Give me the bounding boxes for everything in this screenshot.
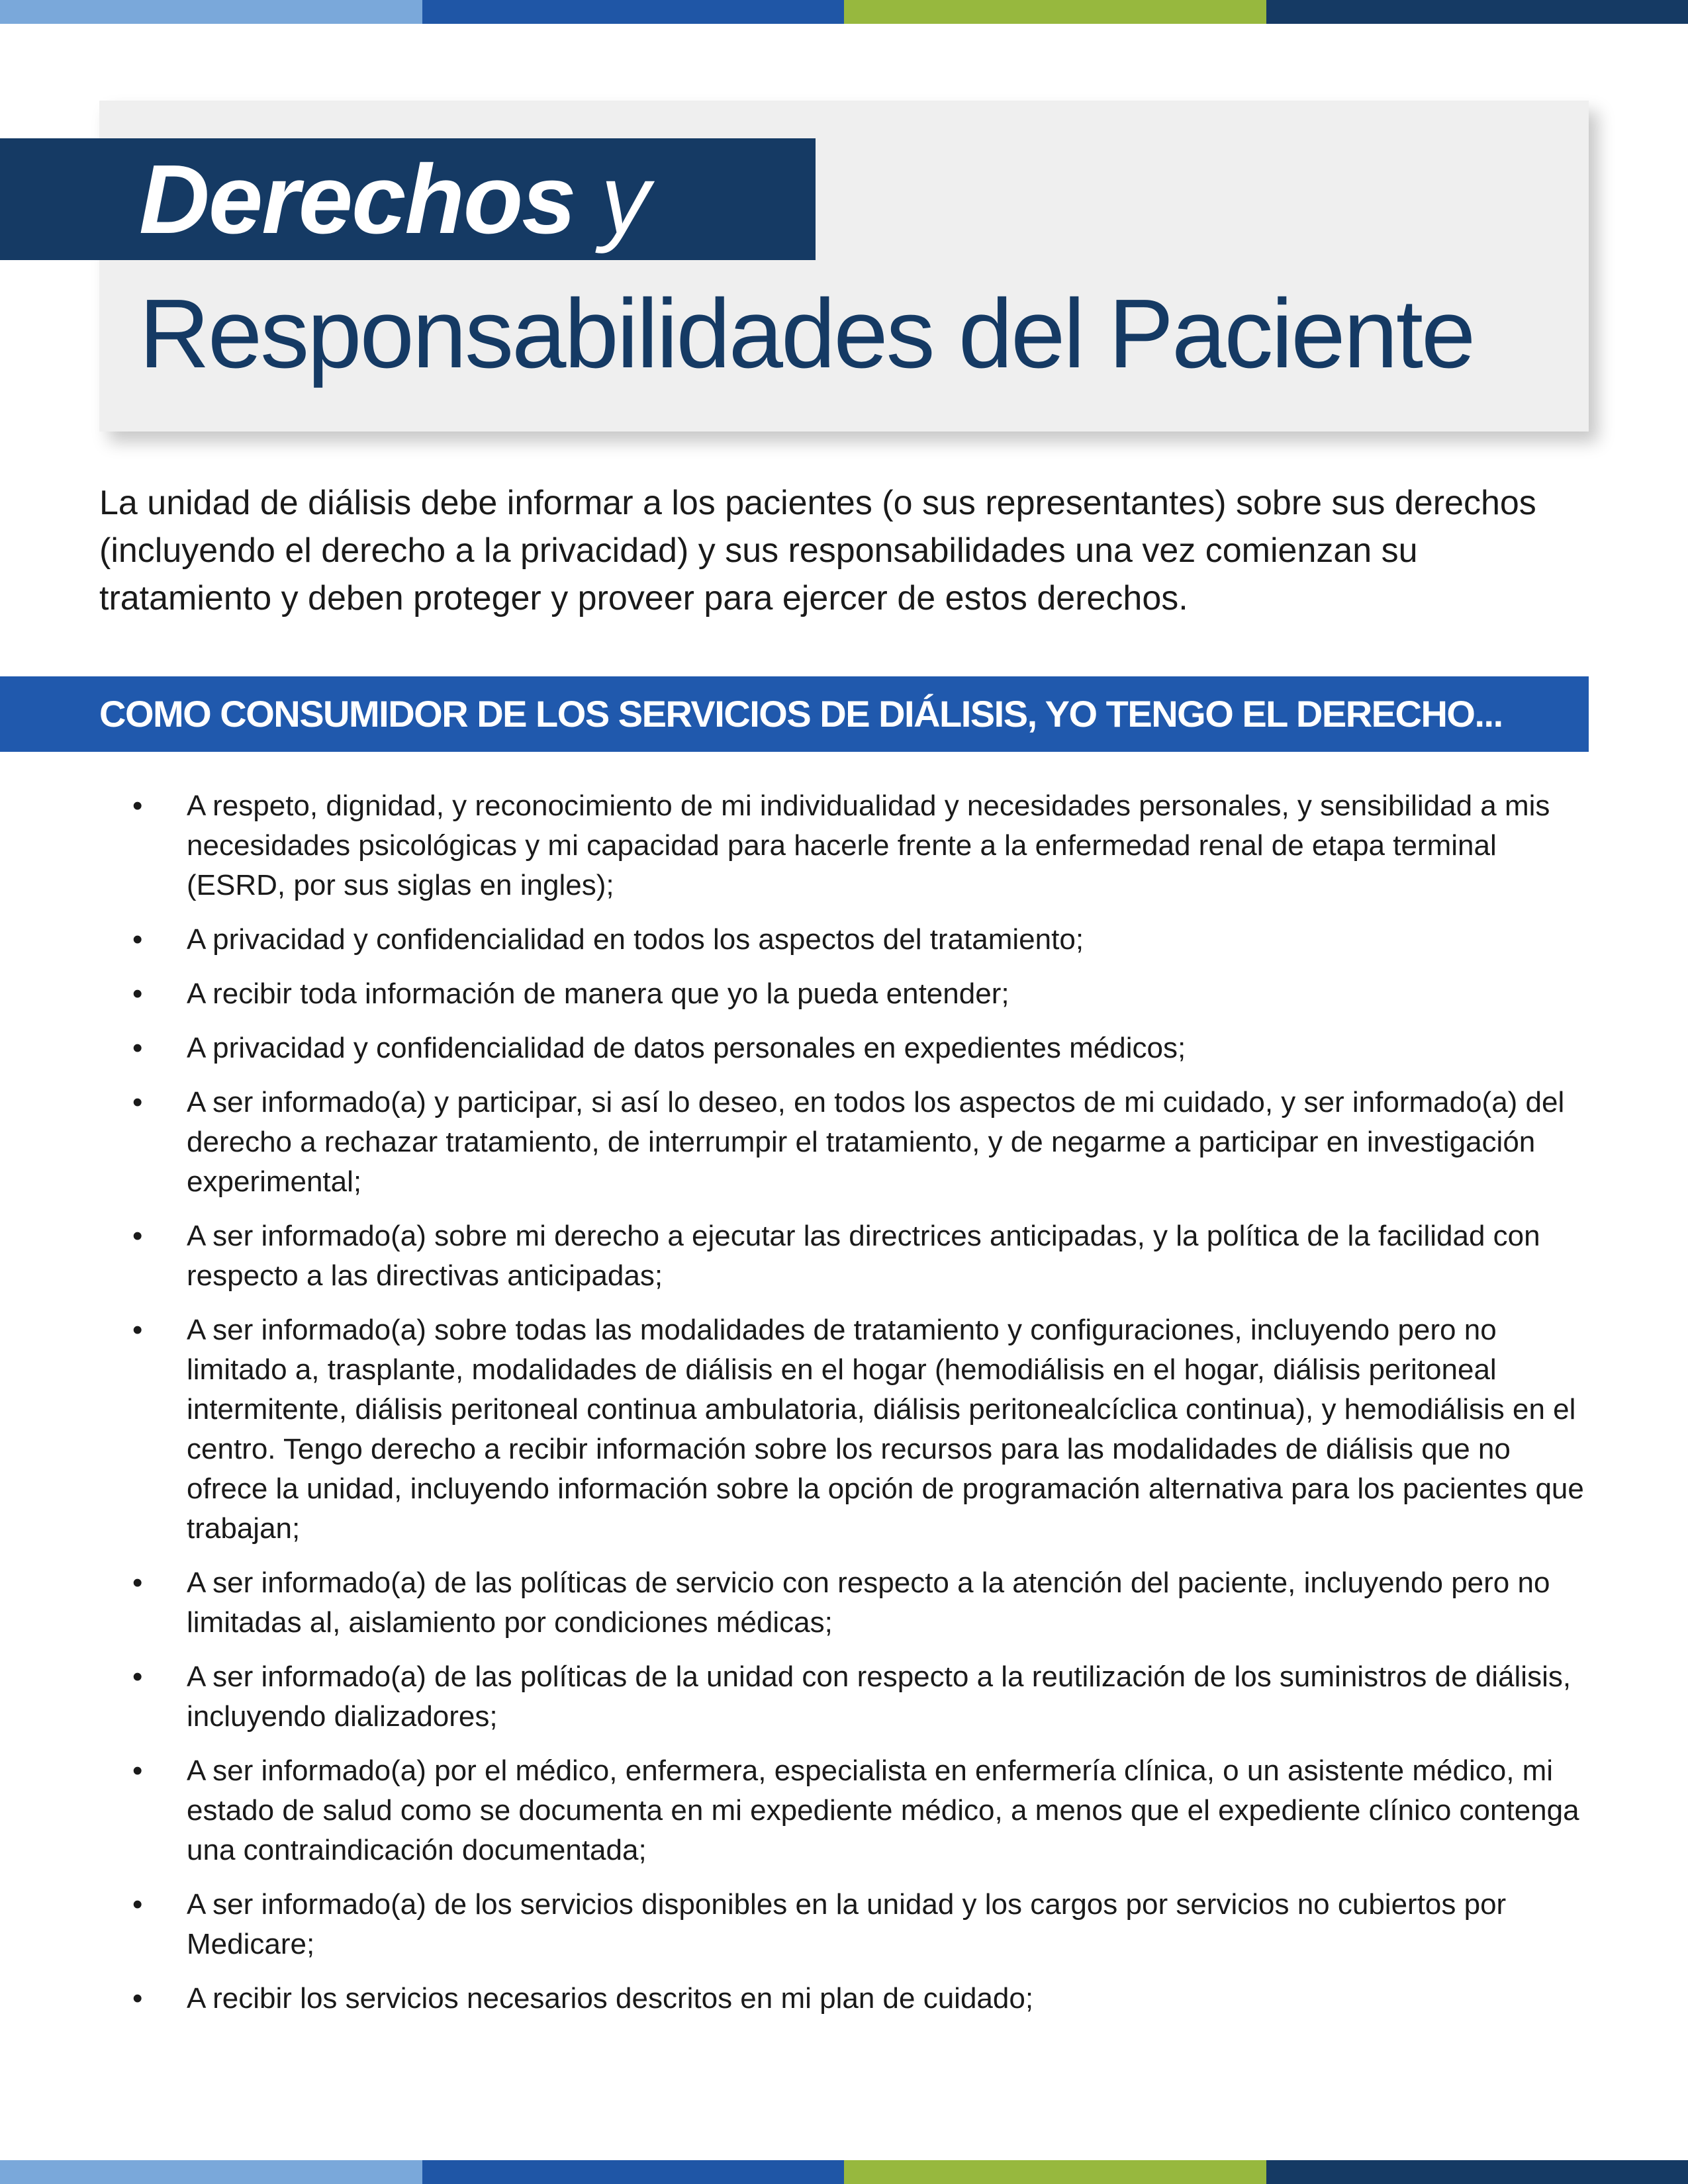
list-item-text: A ser informado(a) sobre todas las modalidades de tratamiento y configuraciones, incluyendo pero no limitado a, trasplante, modalidades de diálisis en el hogar (hemodiálisis en el hogar, diálisis peritoneal intermitente, diálisis peritoneal continua ambulatoria, diálisis peritonealcíclica continua), y hemodiálisis en el centro. Tengo derecho a recibir información sobre los recursos para las modalidades de diálisis que no ofrece la unidad, incluyendo información sobre la opción de programación alternativa para los pacientes que trabajan; [187, 1314, 1584, 1545]
bottom-color-stripe [0, 2160, 1688, 2184]
list-item [132, 920, 1595, 960]
section-header-bar [0, 676, 1589, 752]
list-item-text: A ser informado(a) de las políticas de la unidad con respecto a la reutilización de los suministros de diálisis, incluyendo dializadores; [187, 1661, 1571, 1733]
bullet: • [132, 1086, 143, 1118]
bullet: • [132, 790, 143, 822]
bullet: • [132, 1888, 143, 1921]
top-color-stripe [0, 0, 1688, 24]
stripe-segment-navy [1266, 2160, 1688, 2184]
stripe-segment-navy [1266, 0, 1688, 24]
list-item [132, 1657, 1595, 1737]
bullet: • [132, 1982, 143, 2015]
list-item [132, 786, 1595, 905]
list-item [132, 1083, 1595, 1202]
list-item-text: A ser informado(a) de los servicios disponibles en la unidad y los cargos por servicios no cubiertos por Medicare; [187, 1888, 1507, 1960]
list-item [132, 1563, 1595, 1643]
rights-list [132, 786, 1595, 2033]
list-item-text: A privacidad y confidencialidad de datos personales en expedientes médicos; [187, 1032, 1186, 1064]
list-item [132, 974, 1595, 1014]
bullet: • [132, 1032, 143, 1064]
bullet: • [132, 923, 143, 956]
list-item [132, 1028, 1595, 1068]
bullet: • [132, 1567, 143, 1599]
bullet: • [132, 978, 143, 1010]
list-item-text: A ser informado(a) y participar, si así lo deseo, en todos los aspectos de mi cuidado, y ser informado(a) del derecho a rechazar tratamiento, de interrumpir el tratamiento, y de negarme a participar en investigación experimental; [187, 1086, 1565, 1198]
list-item-text: A ser informado(a) por el médico, enfermera, especialista en enfermería clínica, o un asistente médico, mi estado de salud como se documenta en mi expediente médico, a menos que el expediente clínico contenga una contraindicación documentada; [187, 1754, 1579, 1866]
list-item [132, 1751, 1595, 1870]
stripe-segment-green [844, 2160, 1266, 2184]
section-heading: COMO CONSUMIDOR DE LOS SERVICIOS DE DIÁLISIS, YO TENGO EL DERECHO... [99, 693, 1503, 735]
intro-paragraph: La unidad de diálisis debe informar a los pacientes (o sus representantes) sobre sus derechos (incluyendo el derecho a la privacidad) y sus responsabilidades una vez comienzan su tratamiento y deben proteger y proveer para ejercer de estos derechos. [99, 484, 1536, 617]
page-title-line1 [139, 139, 649, 261]
page-title-line2: Responsabilidades del Paciente [139, 279, 1474, 388]
list-item-text: A privacidad y confidencialidad en todos los aspectos del tratamiento; [187, 923, 1084, 956]
list-item-text: A recibir toda información de manera que yo la pueda entender; [187, 978, 1009, 1010]
list-item [132, 1885, 1595, 1964]
stripe-segment-light-blue [0, 0, 422, 24]
list-item-text: A respeto, dignidad, y reconocimiento de mi individualidad y necesidades personales, y sensibilidad a mis necesidades psicológicas y mi capacidad para hacerle frente a la enfermedad renal de etapa terminal (ESRD, por sus siglas en ingles); [187, 790, 1550, 901]
title-connector: y [600, 145, 649, 254]
list-item-text: A ser informado(a) de las políticas de servicio con respecto a la atención del paciente, incluyendo pero no limitadas al, aislamiento por condiciones médicas; [187, 1567, 1550, 1639]
stripe-segment-blue [422, 0, 845, 24]
list-item [132, 1979, 1595, 2019]
list-item-text: A recibir los servicios necesarios descritos en mi plan de cuidado; [187, 1982, 1034, 2015]
list-item-text: A ser informado(a) sobre mi derecho a ejecutar las directrices anticipadas, y la política de la facilidad con respecto a las directivas anticipadas; [187, 1220, 1540, 1292]
bullet: • [132, 1314, 143, 1346]
bullet: • [132, 1754, 143, 1787]
list-item [132, 1216, 1595, 1296]
bullet: • [132, 1661, 143, 1693]
stripe-segment-green [844, 0, 1266, 24]
list-item [132, 1310, 1595, 1549]
bullet: • [132, 1220, 143, 1252]
title-main-word: Derechos [139, 145, 575, 254]
stripe-segment-blue [422, 2160, 845, 2184]
stripe-segment-light-blue [0, 2160, 422, 2184]
